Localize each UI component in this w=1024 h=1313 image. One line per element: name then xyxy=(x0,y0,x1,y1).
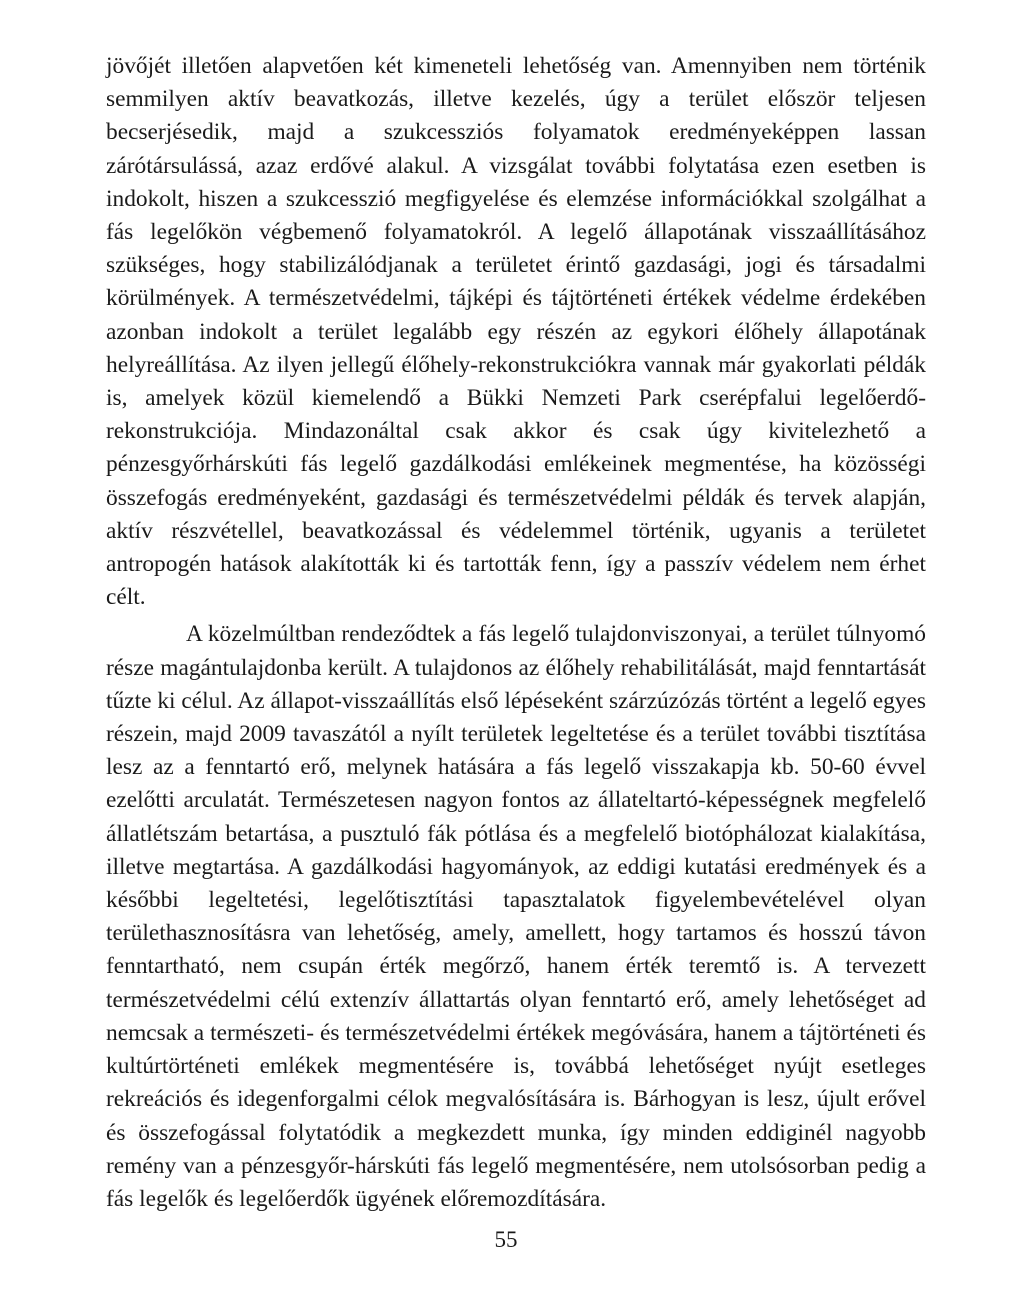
page-number: 55 xyxy=(494,1227,518,1252)
document-body xyxy=(106,50,926,1216)
paragraph-1: jövőjét illetően alapvetően két kimeneteli lehetőség van. Amennyiben nem történik semmilyen aktív beavatkozás, illetve kezelés, úgy a terület először teljesen becserjésedik, majd a szukcessziós folyamatok eredményeképpen lassan zárótársulássá, azaz erdővé alakul. A vizsgálat további folytatása ezen esetben is indokolt, hiszen a szukcesszió megfigyelése és elemzése információkkal szolgálhat a fás legelőkön végbemenő folyamatokról. A legelő állapotának visszaállításához szükséges, hogy stabilizálódjanak a területet érintő gazdasági, jogi és társadalmi körülmények. A természetvédelmi, tájképi és tájtörténeti értékek védelme érdekében azonban indokolt a terület legalább egy részén az egykori élőhely állapotának helyreállítása. Az ilyen jellegű élőhely-rekonstrukciókra vannak már gyakorlati példák is, amelyek közül kiemelendő a Bükki Nemzeti Park cserépfalui legelőerdő-rekonstrukciója. Mindazonáltal csak akkor és csak úgy kivitelezhető a pénzesgyőrhárskúti fás legelő gazdálkodási emlékeinek megmentése, ha közösségi összefogás eredményeként, gazdasági és természetvédelmi példák és tervek alapján, aktív részvétellel, beavatkozással és védelemmel történik, ugyanis a területet antropogén hatások alakították ki és tartották fenn, így a passzív védelem nem érhet célt. xyxy=(106,53,926,611)
paragraph-2: A közelmúltban rendeződtek a fás legelő tulajdonviszonyai, a terület túlnyomó része magántulajdonba került. A tulajdonos az élőhely rehabilitálását, majd fenntartását tűzte ki célul. Az állapot-visszaállítás első lépéseként szárzúzózás történt a legelő egyes részein, majd 2009 tavaszától a nyílt területek legeltetése és a terület további tisztítása lesz az a fenntartó erő, melynek hatására a fás legelő visszakapja kb. 50-60 évvel ezelőtti arculatát. Természetesen nagyon fontos az állateltartó-képességnek megfelelő állatlétszám betartása, a pusztuló fák pótlása és a megfelelő biotóphálozat kialakítása, illetve megtartása. A gazdálkodási hagyományok, az eddigi kutatási eredmények és a későbbi legeltetési, legelőtisztítási tapasztalatok figyelembevételével olyan területhasznosításra van lehetőség, amely, amellett, hogy tartamos és hosszú távon fenntartható, nem csupán érték megőrző, hanem érték teremtő is. A tervezett természetvédelmi célú extenzív állattartás olyan fenntartó erő, amely lehetőséget ad nemcsak a természeti- és természetvédelmi értékek megóvására, hanem a tájtörténeti és kultúrtörténeti emlékek megmentésére is, továbbá lehetőséget nyújt esetleges rekreációs és idegenforgalmi célok megvalósítására is. Bárhogyan is lesz, újult erővel és összefogással folytatódik a megkezdett munka, így minden eddiginél nagyobb remény van a pénzesgyőr-hárskúti fás legelő megmentésére, nem utolsósorban pedig a fás legelők és legelőerdők ügyének előremozdítására. xyxy=(106,621,926,1212)
